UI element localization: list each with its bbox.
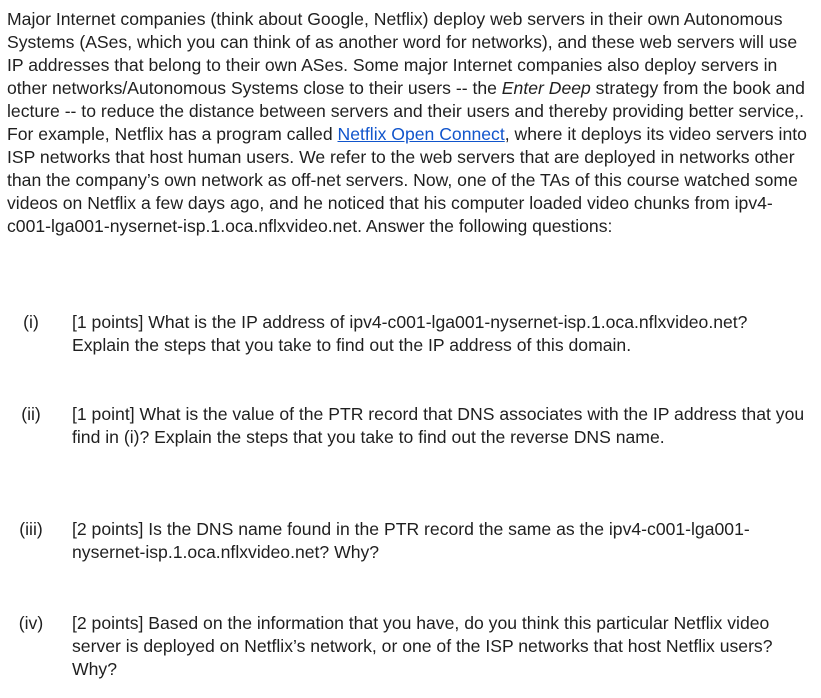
question-number: (i) [23, 312, 39, 332]
question-number: (iv) [18, 613, 44, 633]
question-text: [1 point] What is the value of the PTR record that DNS associates with the IP address that you find in (i)? Explain the steps that you take to find out the reverse DNS name. [72, 404, 805, 447]
intro-text-part1: Major Internet companies (think about Google, Netflix) deploy web servers in their own Autonomous Systems (ASes, which you can think of as another word for networks), and these web servers will use IP addresses that belong to their own ASes. Some major Internet companies also deploy servers in other networks/Autonomous Systems close to their users -- the [7, 9, 798, 98]
intro-text-part3: , where it deploys its video servers into ISP networks that host human users. We refer to the web servers that are deployed in networks other than the company’s own network as off-net servers. Now, one of the TAs of this course watched some videos on Netflix a few days ago, and he noticed that his computer loaded video chunks from ipv4-c001-lga001-nysernet-isp.1.oca.nflxvideo.net. Answer the following questions: [7, 124, 807, 236]
question-text: [2 points] Based on the information that you have, do you think this particular Netflix video server is deployed on Netflix’s network, or one of the ISP networks that host Netflix users? Why? [72, 613, 773, 679]
intro-text-part2: strategy from the book and lecture -- to reduce the distance between servers and their users and thereby providing better service,. For example, Netflix has a program called [7, 78, 805, 144]
netflix-open-connect-link[interactable]: Netflix Open Connect [337, 124, 505, 144]
question-text: [2 points] Is the DNS name found in the PTR record the same as the ipv4-c001-lga001-nysernet-isp.1.oca.nflxvideo.net? Why? [72, 519, 750, 562]
intro-paragraph [7, 8, 811, 238]
question-number: (iii) [19, 519, 43, 539]
question-number: (ii) [21, 404, 41, 424]
question-text: [1 points] What is the IP address of ipv4-c001-lga001-nysernet-isp.1.oca.nflxvideo.net? Explain the steps that you take to find out the IP address of this domain. [72, 312, 748, 355]
intro-emphasis: Enter Deep [501, 78, 591, 98]
